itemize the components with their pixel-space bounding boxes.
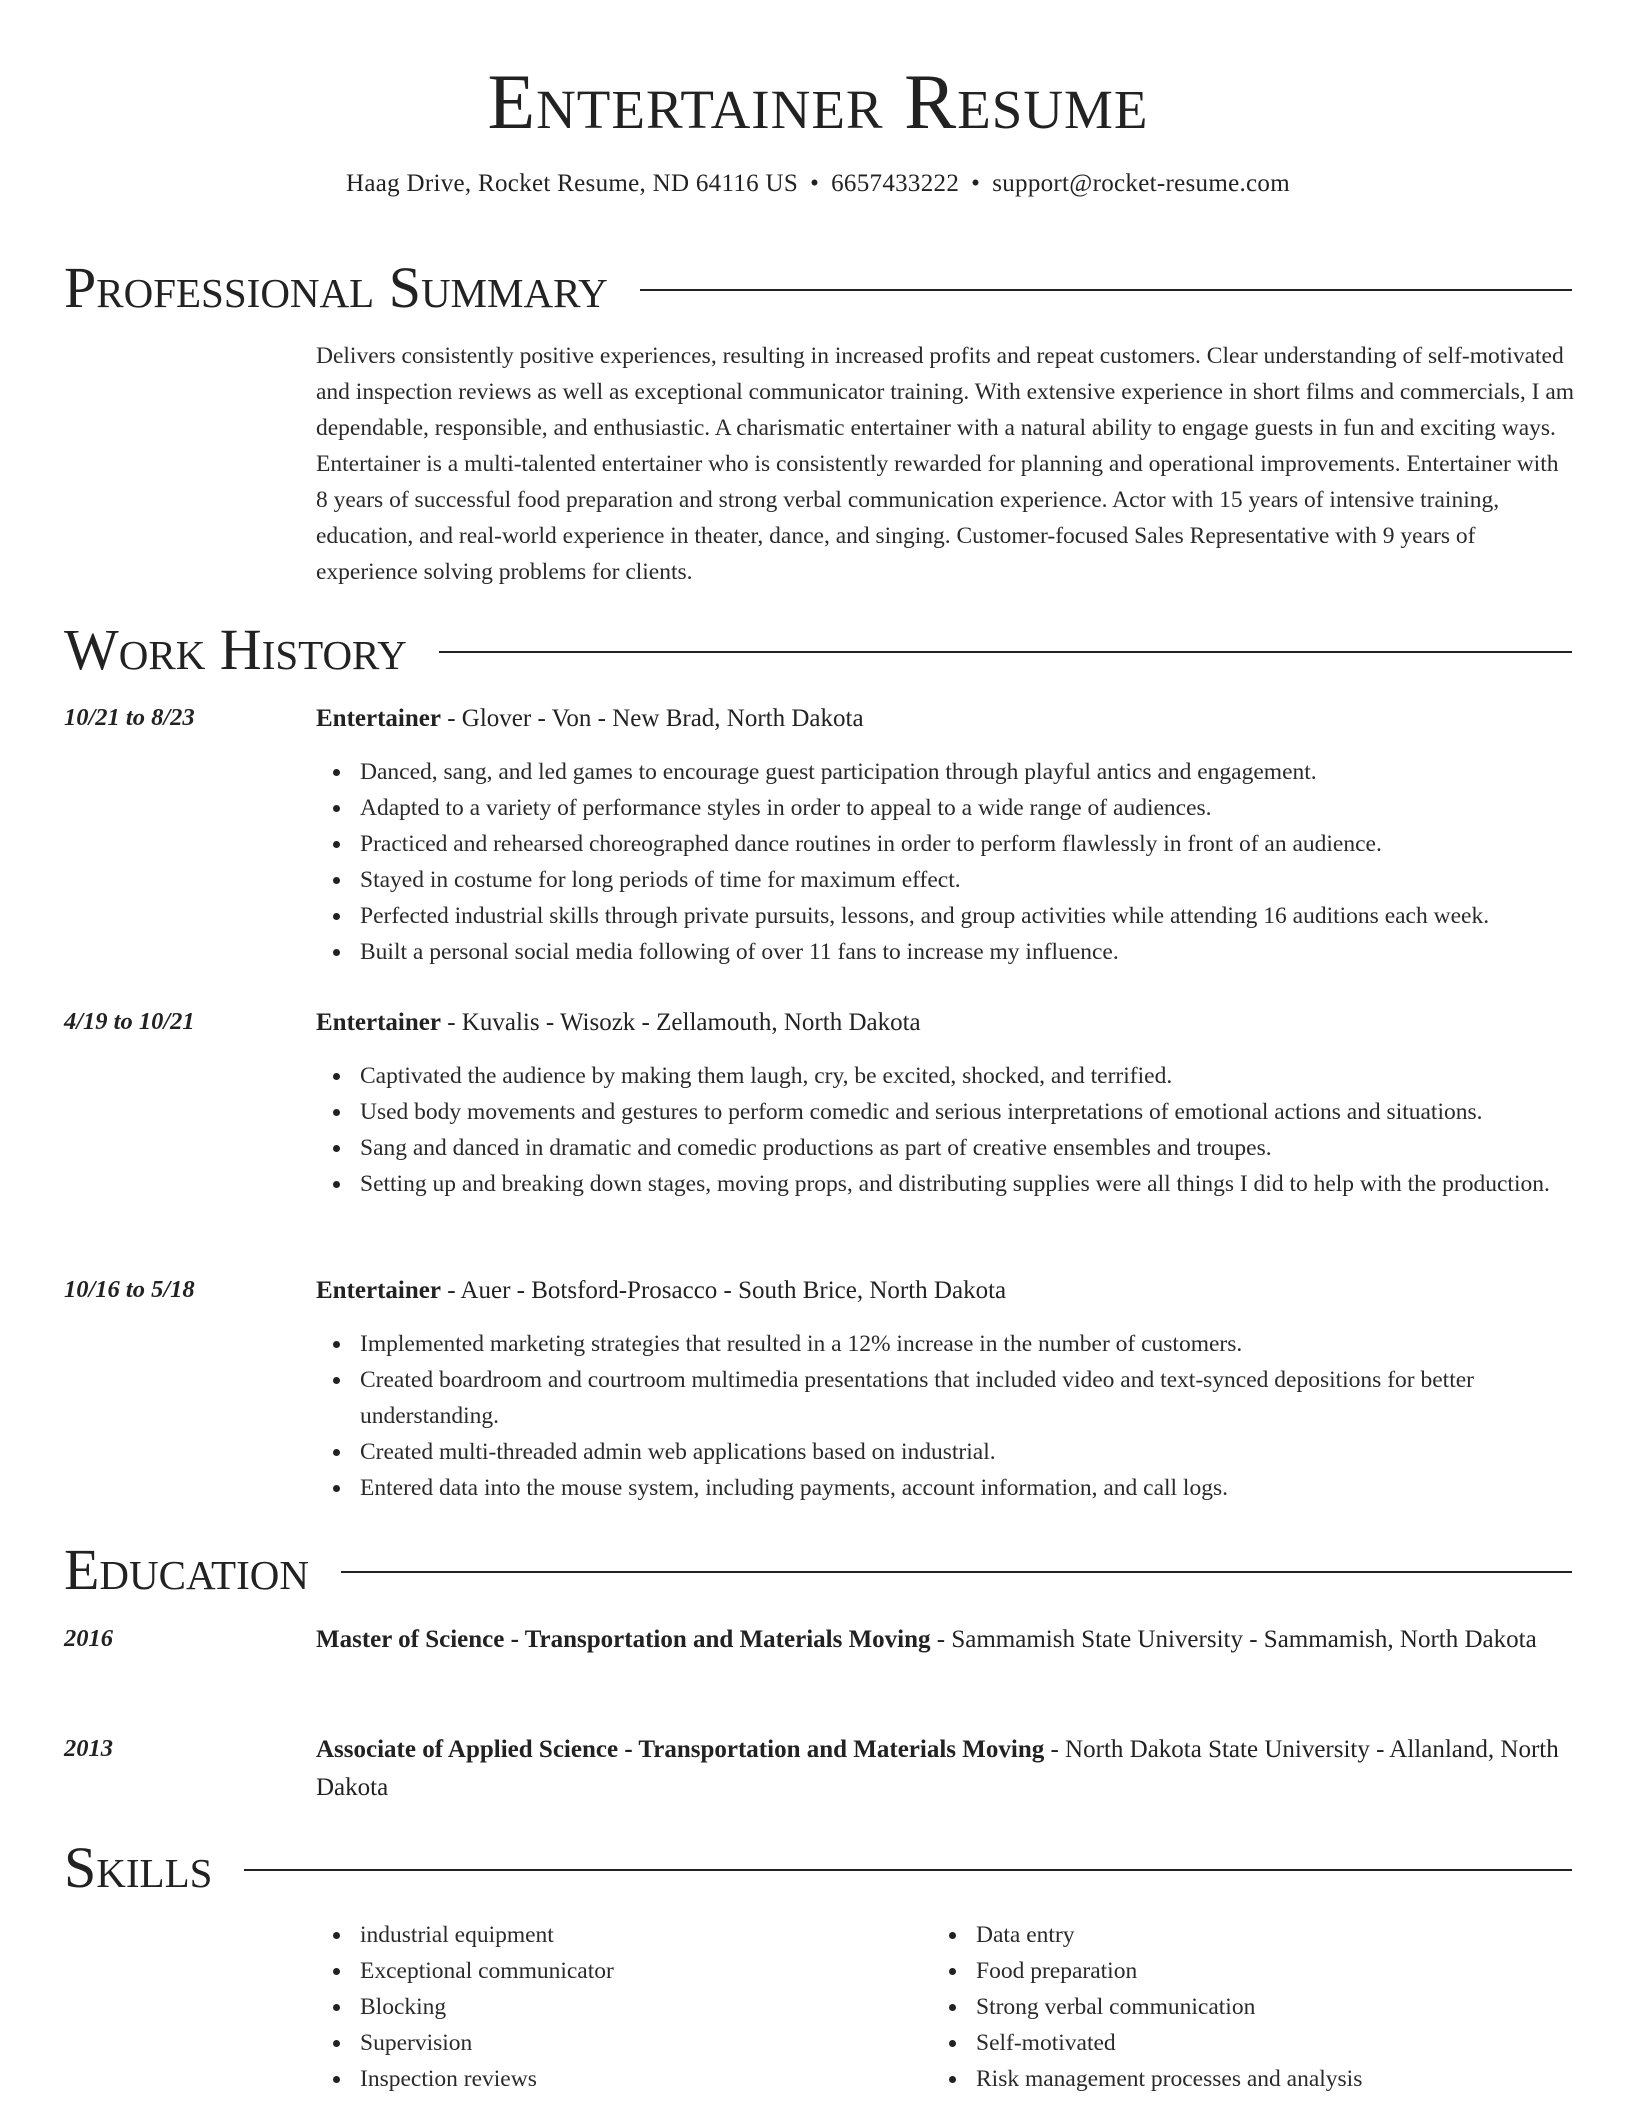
skill-item: Data entry — [976, 1917, 1536, 1953]
work-section-header — [64, 617, 1572, 682]
skill-item: Supervision — [360, 2025, 920, 2061]
education-year: 2013 — [64, 1735, 113, 1762]
summary-section-header — [64, 255, 1572, 320]
section-divider — [640, 289, 1572, 291]
resume-page — [64, 0, 1575, 2092]
job-bullet: Created multi-threaded admin web applications based on industrial. — [360, 1434, 1616, 1470]
job-heading — [316, 1272, 1572, 1310]
job-bullet: Captivated the audience by making them laugh, cry, be excited, shocked, and terrified. — [360, 1058, 1616, 1094]
job-dates: 4/19 to 10/21 — [64, 1008, 195, 1035]
skill-item: industrial equipment — [360, 1917, 920, 1953]
contact-email: support@rocket-resume.com — [992, 170, 1290, 197]
job-bullet: Sang and danced in dramatic and comedic productions as part of creative ensembles and troupes. — [360, 1130, 1616, 1166]
job-bullet: Stayed in costume for long periods of time for maximum effect. — [360, 862, 1616, 898]
section-divider — [244, 1869, 1572, 1871]
skill-item: Strong verbal communication — [976, 1989, 1536, 2025]
contact-address: Haag Drive, Rocket Resume, ND 64116 US — [346, 170, 799, 197]
job-bullets — [316, 1058, 1616, 1202]
job-dates: 10/16 to 5/18 — [64, 1276, 195, 1303]
job-role: Entertainer — [316, 1277, 441, 1304]
skills-section-header — [64, 1835, 1572, 1900]
contact-separator: • — [971, 170, 981, 197]
contact-phone: 6657433222 — [831, 170, 960, 197]
section-title-summary: Professional Summary — [64, 255, 608, 320]
section-divider — [341, 1571, 1572, 1573]
job-bullet: Perfected industrial skills through private pursuits, lessons, and group activities while attending 16 auditions each week. — [360, 898, 1616, 934]
job-bullets — [316, 754, 1616, 970]
job-details: - Kuvalis - Wisozk - Zellamouth, North Dakota — [440, 1009, 921, 1036]
job-bullet: Built a personal social media following of over 11 fans to increase my influence. — [360, 934, 1616, 970]
education-section-header — [64, 1537, 1572, 1602]
education-details: - North Dakota State University - Allanland, North Dakota — [316, 1736, 1559, 1801]
job-bullet: Danced, sang, and led games to encourage guest participation through playful antics and engagement. — [360, 754, 1616, 790]
summary-text: Delivers consistently positive experiences, resulting in increased profits and repeat customers. Clear understanding of self-motivated and inspection reviews as well as exceptional communicator training. With extensive experience in short films and commercials, I am dependable, responsible, and enthusiastic. A charismatic entertainer with a natural ability to engage guests in fun and exciting ways. Entertainer is a multi-talented entertainer who is consistently rewarded for planning and operational improvements. Entertainer with 8 years of successful food preparation and strong verbal communication experience. Actor with 15 years of intensive training, education, and real-world experience in theater, dance, and singing. Customer-focused Sales Representative with 9 years of experience solving problems for clients. — [316, 343, 1575, 585]
job-bullet: Created boardroom and courtroom multimedia presentations that included video and text-synced depositions for better understanding. — [360, 1362, 1616, 1434]
job-bullets — [316, 1326, 1616, 1506]
job-bullet: Setting up and breaking down stages, moving props, and distributing supplies were all things I did to help with the production. — [360, 1166, 1616, 1202]
job-bullet: Used body movements and gestures to perform comedic and serious interpretations of emotional actions and situations. — [360, 1094, 1616, 1130]
job-details: - Glover - Von - New Brad, North Dakota — [440, 705, 864, 732]
resume-name: Entertainer Resume — [487, 58, 1149, 145]
contact-separator: • — [810, 170, 820, 197]
job-details: - Auer - Botsford-Prosacco - South Brice, North Dakota — [440, 1277, 1007, 1304]
skill-item: Self-motivated — [976, 2025, 1536, 2061]
job-role: Entertainer — [316, 1009, 441, 1036]
skills-column-right — [932, 1917, 1536, 2097]
education-degree: Associate of Applied Science - Transportation and Materials Moving — [316, 1736, 1045, 1763]
section-title-work: Work History — [64, 617, 407, 682]
skill-item: Exceptional communicator — [360, 1953, 920, 1989]
skill-item: Risk management processes and analysis — [976, 2061, 1536, 2097]
skill-item: Blocking — [360, 1989, 920, 2025]
section-divider — [439, 651, 1572, 653]
education-year: 2016 — [64, 1625, 113, 1652]
job-role: Entertainer — [316, 705, 441, 732]
job-heading — [316, 700, 1572, 738]
section-title-education: Education — [64, 1537, 309, 1602]
education-heading — [316, 1621, 1572, 1659]
job-bullet: Implemented marketing strategies that resulted in a 12% increase in the number of customers. — [360, 1326, 1616, 1362]
job-dates: 10/21 to 8/23 — [64, 704, 195, 731]
education-details: - Sammamish State University - Sammamish, North Dakota — [930, 1626, 1537, 1653]
skill-item: Inspection reviews — [360, 2061, 920, 2097]
education-heading — [316, 1731, 1572, 1807]
job-bullet: Entered data into the mouse system, including payments, account information, and call logs. — [360, 1470, 1616, 1506]
skills-column-left — [316, 1917, 920, 2097]
job-heading — [316, 1004, 1572, 1042]
education-degree: Master of Science - Transportation and Materials Moving — [316, 1626, 931, 1653]
skill-item: Food preparation — [976, 1953, 1536, 1989]
job-bullet: Practiced and rehearsed choreographed dance routines in order to perform flawlessly in front of an audience. — [360, 826, 1616, 862]
job-bullet: Adapted to a variety of performance styles in order to appeal to a wide range of audiences. — [360, 790, 1616, 826]
contact-line — [64, 169, 1572, 199]
section-title-skills: Skills — [64, 1835, 213, 1900]
